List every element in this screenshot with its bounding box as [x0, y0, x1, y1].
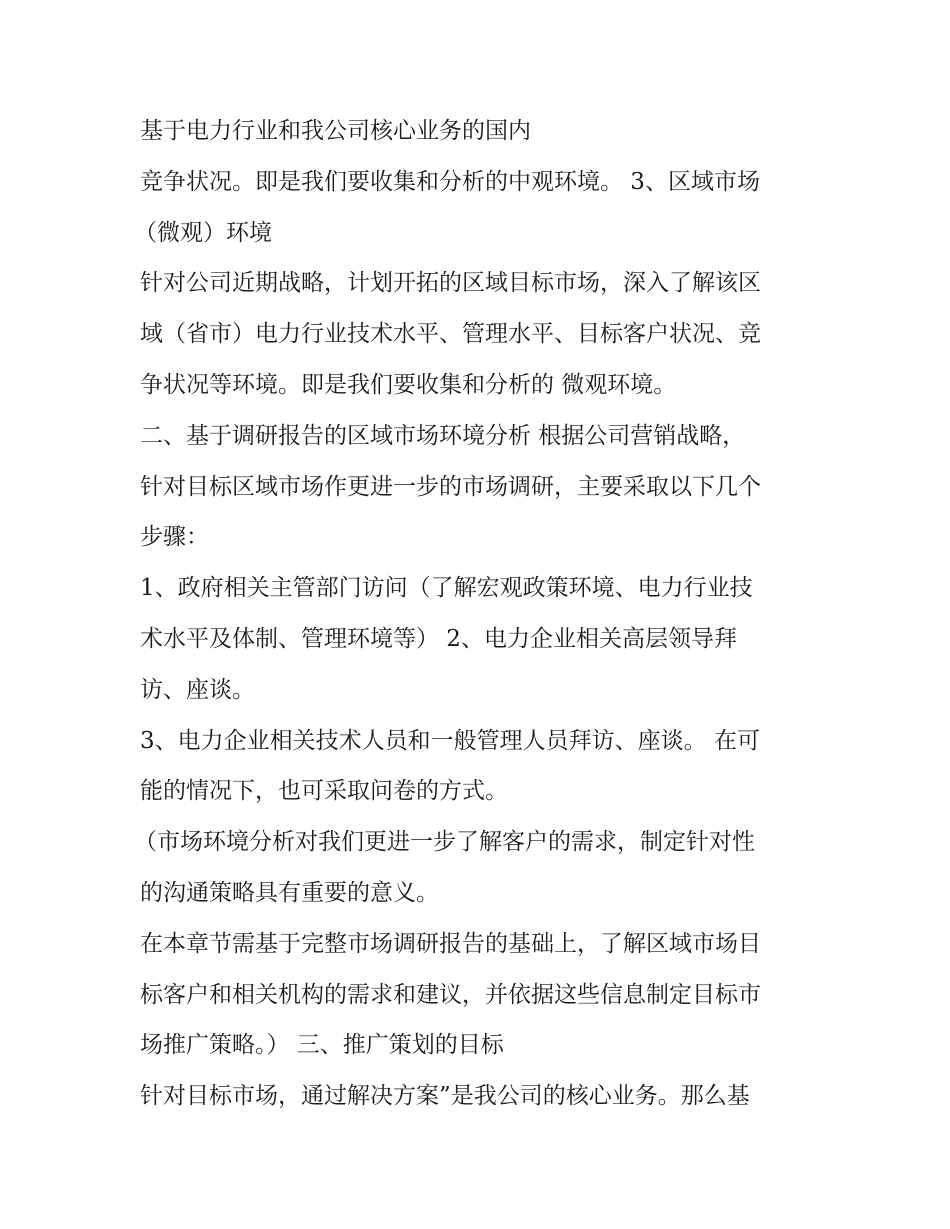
text-line-17: 在本章节需基于完整市场调研报告的基础上，了解区域市场目	[140, 930, 761, 957]
text-line-10: 1、政府相关主管部门访问（了解宏观政策环境、电力行业技	[140, 575, 753, 602]
text-line-12: 访、座谈。	[140, 676, 255, 703]
text-line-14: 能的情况下，也可采取问卷的方式。	[140, 778, 508, 805]
text-line-5: 域（省市）电力行业技术水平、管理水平、目标客户状况、竞	[140, 321, 761, 348]
text-line-9: 步骤：	[140, 524, 209, 551]
text-line-15: （市场环境分析对我们更进一步了解客户的需求，制定针对性	[134, 829, 755, 856]
text-line-16: 的沟通策略具有重要的意义。	[140, 879, 439, 906]
text-line-13: 3、电力企业相关技术人员和一般管理人员拜访、座谈。 在可	[140, 727, 760, 754]
text-line-18: 标客户和相关机构的需求和建议，并依据这些信息制定目标市	[140, 981, 761, 1008]
text-line-1: 基于电力行业和我公司核心业务的国内	[140, 118, 531, 144]
text-line-6: 争状况等环境。即是我们要收集和分析的 微观环境。	[140, 371, 677, 398]
text-line-4: 针对公司近期战略，计划开拓的区域目标市场，深入了解该区	[140, 270, 761, 297]
text-line-7: 二、基于调研报告的区域市场环境分析 根据公司营销战略，	[140, 422, 746, 449]
text-line-8: 针对目标区域市场作更进一步的市场调研，主要采取以下几个	[140, 473, 761, 500]
text-line-11: 术水平及体制、管理环境等） 2、电力企业相关高层领导拜	[140, 625, 737, 652]
text-line-20: 针对目标市场，通过解决方案”是我公司的核心业务。那么基	[140, 1083, 750, 1110]
text-line-2: 竞争状况。即是我们要收集和分析的中观环境。 3、区域市场	[140, 168, 760, 195]
document-body	[134, 106, 830, 1122]
text-line-19: 场推广策略。） 三、推广策划的目标	[140, 1032, 504, 1059]
text-line-3: （微观）环境	[134, 219, 272, 246]
